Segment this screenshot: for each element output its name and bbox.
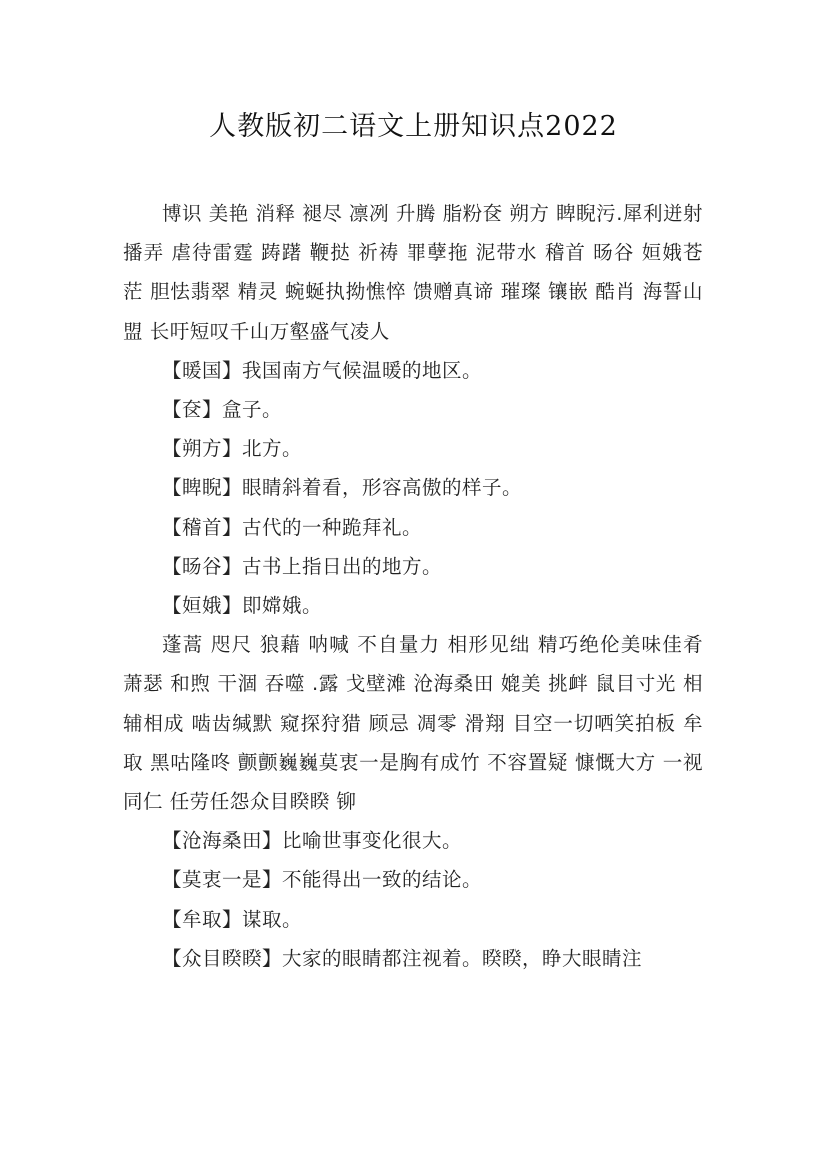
- definition-term: 【旸谷】: [162, 554, 243, 578]
- definition-term: 【奁】: [162, 398, 223, 422]
- definition-meaning: 盒子。: [222, 398, 283, 422]
- definition-meaning: 北方。: [242, 437, 303, 461]
- definition-term: 【稽首】: [162, 515, 243, 539]
- definition-item: [123, 508, 703, 547]
- definition-meaning: 我国南方气候温暖的地区。: [242, 358, 483, 382]
- definition-term: 【沧海桑田】: [162, 829, 283, 853]
- definition-item: [123, 547, 703, 586]
- definition-term: 【众目睽睽】: [162, 946, 283, 970]
- definition-meaning: 不能得出一致的结论。: [282, 868, 483, 892]
- definition-meaning: 谋取。: [242, 907, 303, 931]
- document-title: 人教版初二语文上册知识点2022: [209, 111, 618, 142]
- definition-term: 【朔方】: [162, 437, 243, 461]
- definition-meaning: 古代的一种跪拜礼。: [242, 515, 423, 539]
- definition-item: [123, 468, 703, 507]
- definition-term: 【暖国】: [162, 358, 243, 382]
- definition-term: 【睥睨】: [162, 476, 243, 500]
- definition-meaning: 古书上指日出的地方。: [242, 554, 443, 578]
- definition-item: [123, 900, 703, 939]
- definition-item: [123, 821, 703, 860]
- definition-meaning: 大家的眼睛都注视着。睽睽，睁大眼睛注: [282, 946, 643, 970]
- definition-meaning: 眼睛斜着看，形容高傲的样子。: [242, 476, 523, 500]
- definition-item: [123, 390, 703, 429]
- definition-item: [123, 586, 703, 625]
- definition-item: [123, 939, 703, 978]
- definition-meaning: 比喻世事变化很大。: [282, 829, 463, 853]
- definition-item: [123, 351, 703, 390]
- definition-term: 【莫衷一是】: [162, 868, 283, 892]
- vocab-paragraph-2: 蓬蒿 咫尺 狼藉 呐喊 不自量力 相形见绌 精巧绝伦美味佳肴 萧瑟 和煦 干涸 吞噬 .露 戈壁滩 沧海桑田 媲美 挑衅 鼠目寸光 相辅相成 啮齿缄默 窥探狩猎 顾忌 凋零 滑翔 目空一切哂笑拍板 牟取 黑咕隆咚 颤颤巍巍莫衷一是胸有成竹 不容置疑 慷慨大方 一视同仁 任劳任怨众目睽睽 铆: [123, 633, 703, 814]
- definition-meaning: 即嫦娥。: [242, 594, 323, 618]
- definition-term: 【姮娥】: [162, 594, 243, 618]
- definition-item: [123, 429, 703, 468]
- definition-item: [123, 860, 703, 899]
- document-body: [123, 194, 703, 978]
- vocab-paragraph-1: 博识 美艳 消释 褪尽 凛冽 升腾 脂粉奁 朔方 睥睨污.犀利迸射播弄 虐待雷霆 踌躇 鞭挞 祈祷 罪孽拖 泥带水 稽首 旸谷 姮娥苍茫 胆怯翡翠 精灵 蜿蜒执拗憔悴 馈赠真谛 璀璨 镶嵌 酷肖 海誓山盟 长吁短叹千山万壑盛气凌人: [123, 202, 703, 343]
- definition-term: 【牟取】: [162, 907, 243, 931]
